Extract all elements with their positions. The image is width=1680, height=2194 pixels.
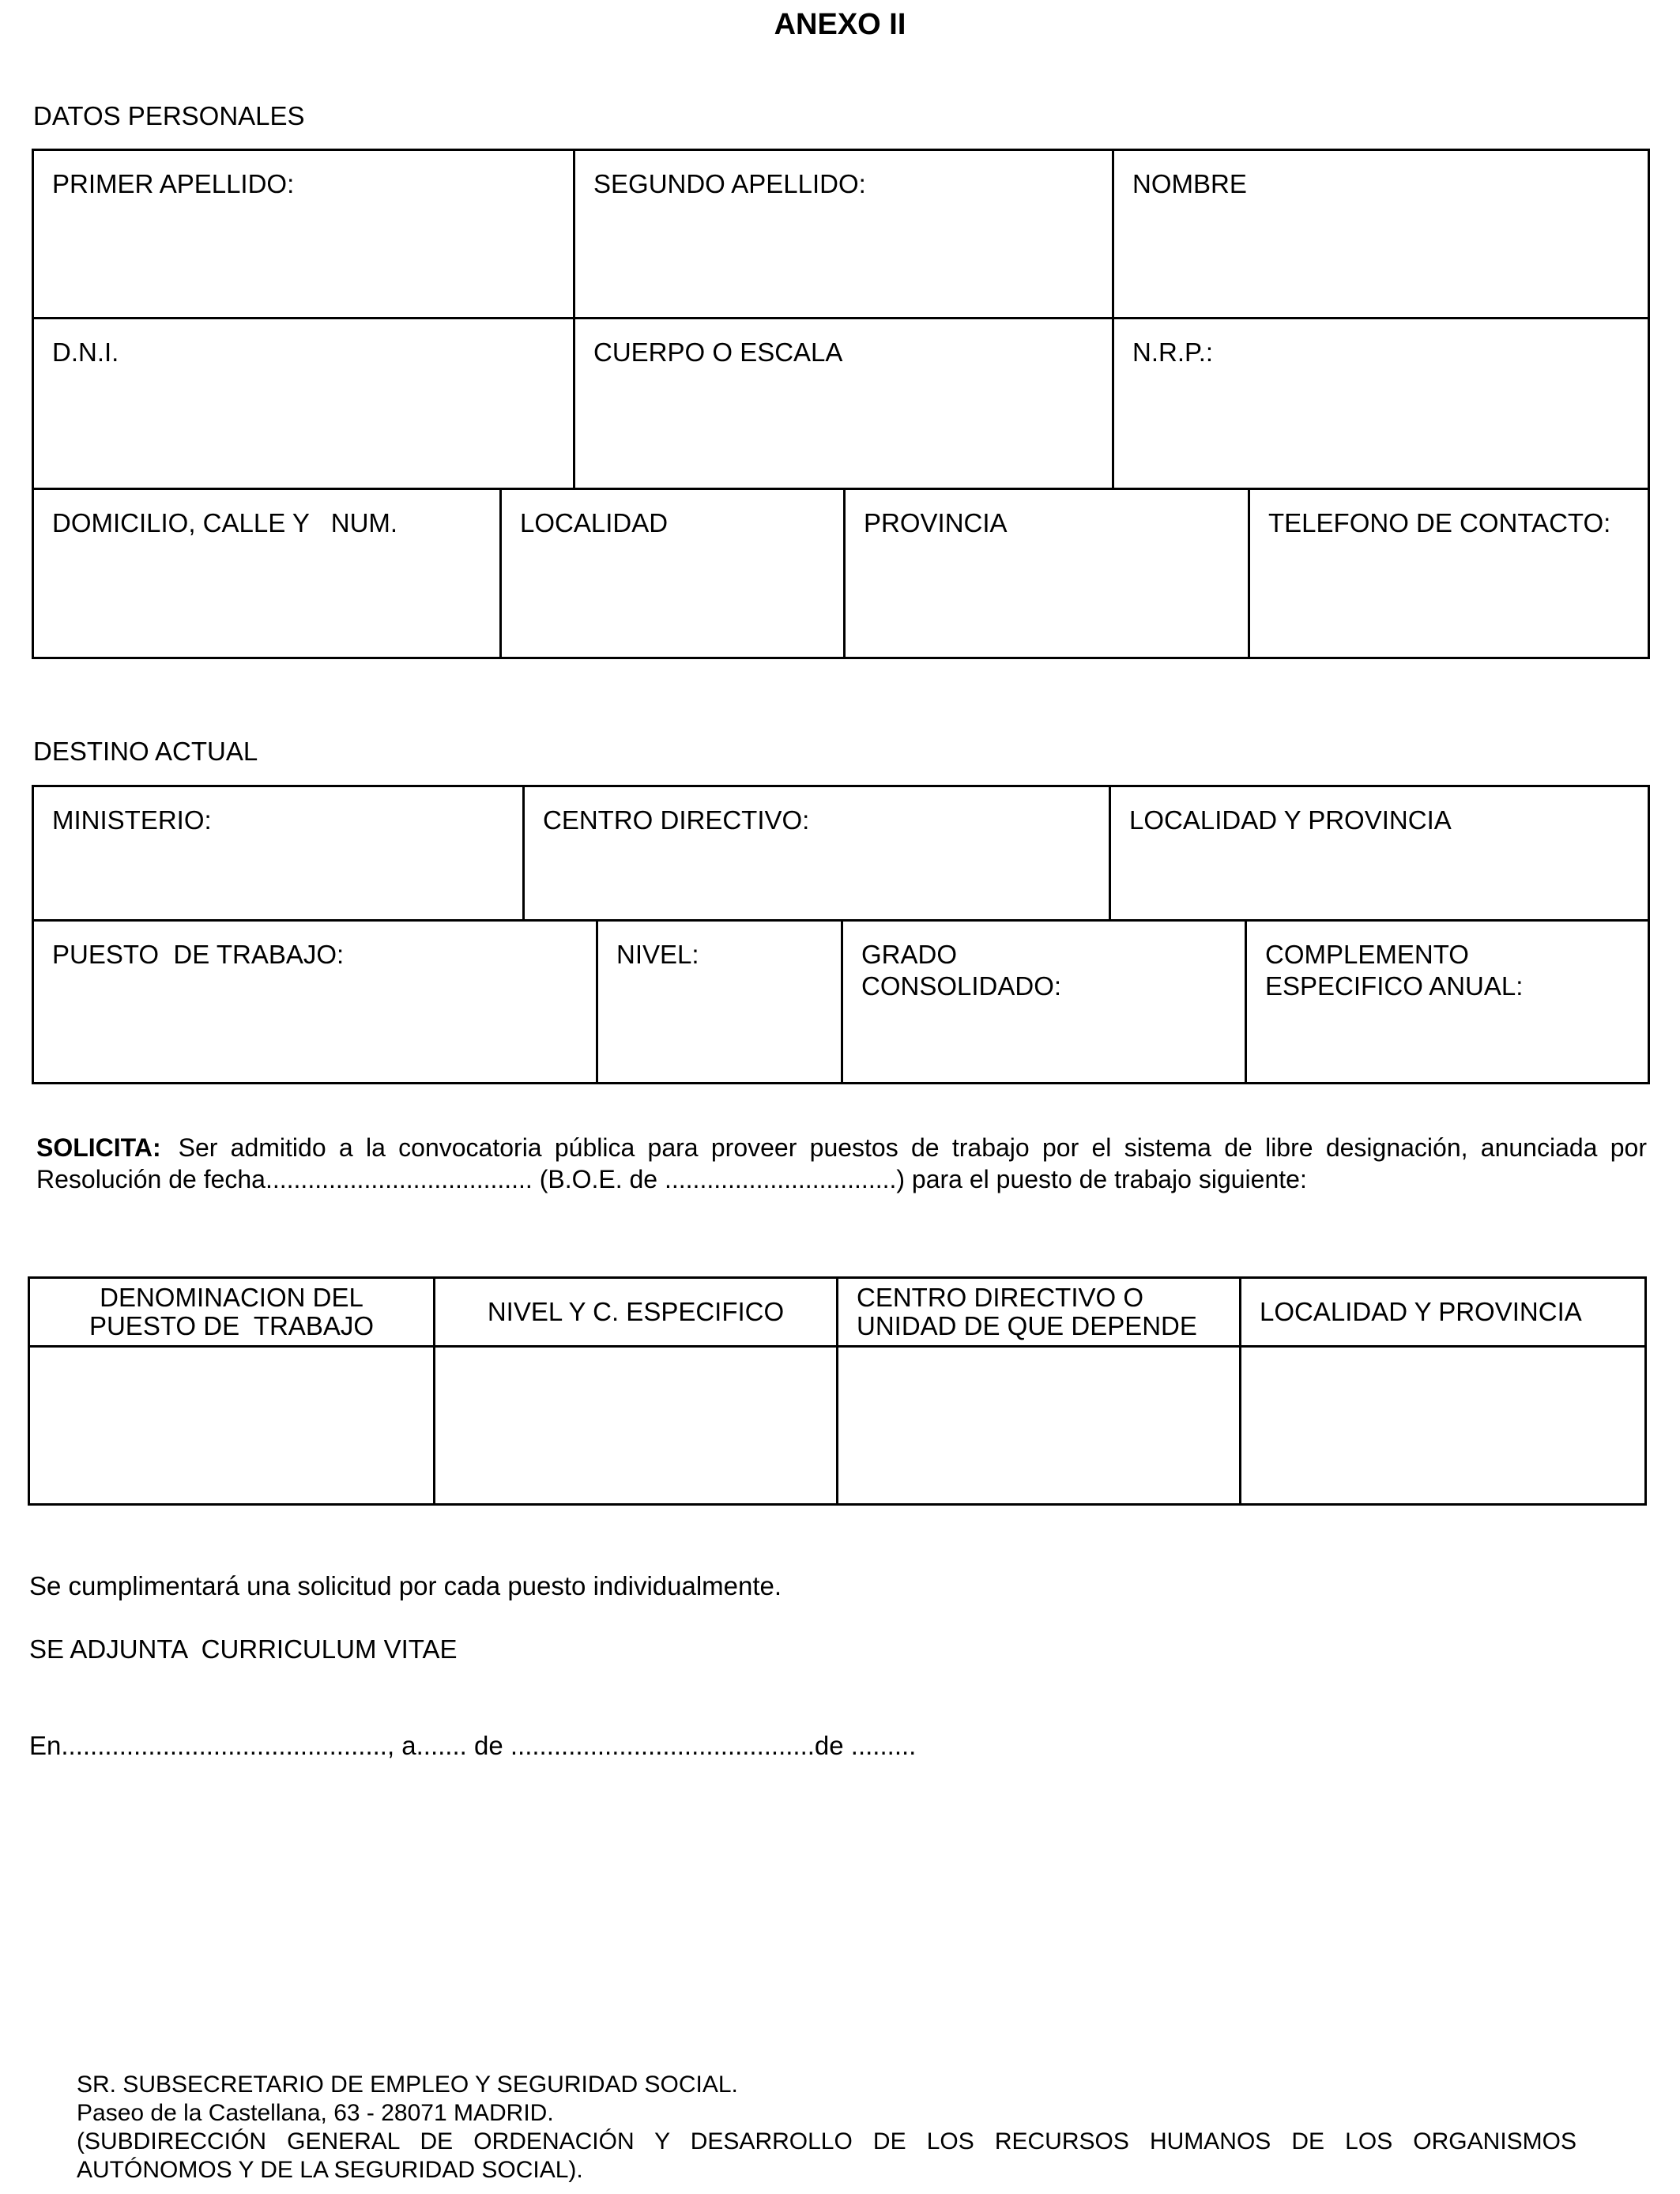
field-label: NOMBRE bbox=[1132, 169, 1247, 198]
column-header-denominacion bbox=[30, 1279, 433, 1345]
field-label: N.R.P.: bbox=[1132, 337, 1214, 367]
field-label-line2: CONSOLIDADO: bbox=[861, 971, 1062, 1001]
field-puesto-trabajo[interactable] bbox=[34, 922, 596, 1082]
field-label: NIVEL: bbox=[616, 940, 699, 969]
section-label-datos-personales: DATOS PERSONALES bbox=[33, 101, 305, 130]
section-label-destino-actual: DESTINO ACTUAL bbox=[33, 737, 258, 766]
field-label-line1: COMPLEMENTO bbox=[1265, 940, 1469, 969]
column-header-nivel bbox=[435, 1279, 836, 1345]
field-label: D.N.I. bbox=[52, 337, 119, 367]
footer-subdireccion-line2: AUTÓNOMOS Y DE LA SEGURIDAD SOCIAL). bbox=[77, 2157, 583, 2183]
field-localidad-provincia[interactable] bbox=[1111, 787, 1648, 919]
field-label: PRIMER APELLIDO: bbox=[52, 169, 295, 198]
header-line: PUESTO DE TRABAJO bbox=[89, 1311, 375, 1340]
field-dni[interactable] bbox=[34, 319, 573, 488]
header-line: NIVEL Y C. ESPECIFICO bbox=[487, 1297, 785, 1326]
field-label: LOCALIDAD Y PROVINCIA bbox=[1129, 805, 1452, 835]
field-label-line2: ESPECIFICO ANUAL: bbox=[1265, 971, 1524, 1001]
field-label: PROVINCIA bbox=[864, 508, 1008, 537]
solicita-paragraph bbox=[36, 1132, 1647, 1195]
puesto-solicitado-table bbox=[28, 1276, 1647, 1506]
field-centro-directivo[interactable] bbox=[525, 787, 1109, 919]
header-line: CENTRO DIRECTIVO O bbox=[857, 1283, 1144, 1312]
footer-address: Paseo de la Castellana, 63 - 28071 MADRID. bbox=[77, 2100, 554, 2126]
place-date-line[interactable]: En............................................., a....... de ..........................................de ......... bbox=[29, 1731, 917, 1760]
page-title: ANEXO II bbox=[774, 8, 906, 41]
field-telefono[interactable] bbox=[1250, 490, 1648, 657]
field-label: TELEFONO DE CONTACTO: bbox=[1268, 508, 1611, 537]
field-domicilio[interactable] bbox=[34, 490, 499, 657]
field-cuerpo-escala[interactable] bbox=[575, 319, 1112, 488]
field-localidad-provincia-puesto[interactable] bbox=[1241, 1348, 1644, 1503]
field-provincia[interactable] bbox=[846, 490, 1248, 657]
footer-subdireccion-line1: (SUBDIRECCIÓN GENERAL DE ORDENACIÓN Y DESARROLLO DE LOS RECURSOS HUMANOS DE LOS ORGANISMOS bbox=[77, 2128, 1576, 2154]
field-label: PUESTO DE TRABAJO: bbox=[52, 940, 345, 969]
field-label-line1: GRADO bbox=[861, 940, 958, 969]
field-nivel[interactable] bbox=[598, 922, 841, 1082]
footer-addressee: SR. SUBSECRETARIO DE EMPLEO Y SEGURIDAD SOCIAL. bbox=[77, 2071, 738, 2098]
field-primer-apellido[interactable] bbox=[34, 151, 573, 317]
field-label: LOCALIDAD bbox=[520, 508, 669, 537]
field-segundo-apellido[interactable] bbox=[575, 151, 1112, 317]
column-header-centro-directivo bbox=[838, 1279, 1239, 1345]
field-denominacion[interactable] bbox=[30, 1348, 433, 1503]
field-label: CENTRO DIRECTIVO: bbox=[543, 805, 810, 835]
header-line: UNIDAD DE QUE DEPENDE bbox=[857, 1311, 1197, 1340]
field-nrp[interactable] bbox=[1114, 319, 1648, 488]
header-line: LOCALIDAD Y PROVINCIA bbox=[1260, 1297, 1582, 1326]
field-label: MINISTERIO: bbox=[52, 805, 212, 835]
solicita-label: SOLICITA: bbox=[36, 1133, 161, 1162]
destino-actual-table bbox=[32, 785, 1650, 1084]
solicita-line1 bbox=[36, 1132, 1647, 1163]
field-nombre[interactable] bbox=[1114, 151, 1648, 317]
field-label: CUERPO O ESCALA bbox=[593, 337, 843, 367]
field-nivel-especifico[interactable] bbox=[435, 1348, 836, 1503]
field-complemento-especifico[interactable] bbox=[1247, 922, 1648, 1082]
field-grado-consolidado[interactable] bbox=[843, 922, 1245, 1082]
field-label: SEGUNDO APELLIDO: bbox=[593, 169, 866, 198]
header-line: DENOMINACION DEL bbox=[100, 1283, 363, 1312]
field-label: DOMICILIO, CALLE Y NUM. bbox=[52, 508, 398, 537]
field-localidad[interactable] bbox=[502, 490, 843, 657]
column-header-localidad-provincia bbox=[1241, 1279, 1644, 1345]
note-one-per-post: Se cumplimentará una solicitud por cada puesto individualmente. bbox=[29, 1571, 782, 1600]
solicita-text-line1: Ser admitido a la convocatoria pública para proveer puestos de trabajo por el sistema de libre designación, anunciada por bbox=[178, 1133, 1647, 1162]
note-curriculum: SE ADJUNTA CURRICULUM VITAE bbox=[29, 1634, 458, 1664]
datos-personales-table bbox=[32, 149, 1650, 659]
solicita-text-line2: Resolución de fecha...................................... (B.O.E. de .................................) para el puesto de trabajo siguiente: bbox=[36, 1165, 1307, 1193]
field-centro-unidad[interactable] bbox=[838, 1348, 1239, 1503]
field-ministerio[interactable] bbox=[34, 787, 522, 919]
